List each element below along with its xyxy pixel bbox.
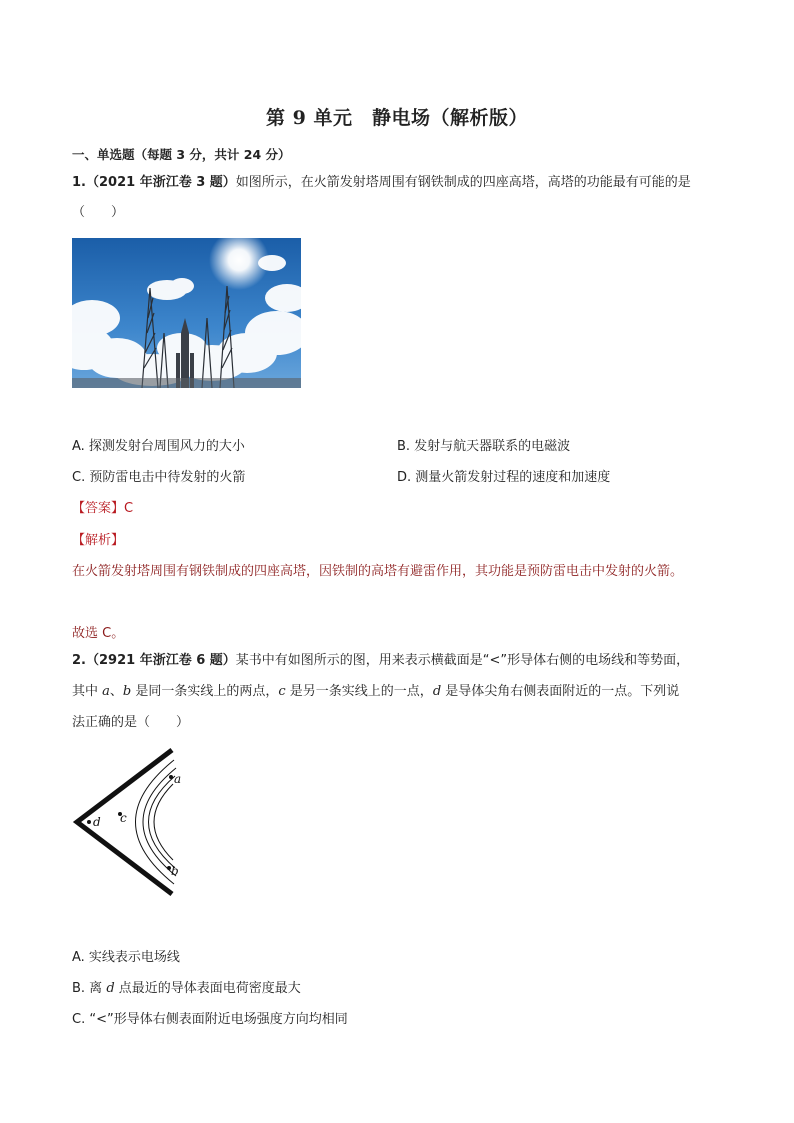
- question-1-source: （2021 年浙江卷 3 题）: [85, 175, 236, 190]
- question-2-number: 2.: [72, 653, 86, 668]
- label-a: a: [174, 772, 182, 786]
- point-a: [169, 775, 173, 779]
- question-2-line-1: [72, 646, 752, 676]
- question-1-stem: 如图所示，在火箭发射塔周围有钢铁制成的四座高塔，高塔的功能最有可能的是: [235, 175, 691, 190]
- q1-option-b[interactable]: B. 发射与航天器联系的电磁波: [397, 439, 571, 454]
- var-d: d: [106, 981, 115, 996]
- rocket-tower-image: [72, 238, 301, 388]
- q1-analysis-label: 【解析】: [72, 533, 125, 548]
- question-2-line-3: 法正确的是（ ）: [72, 715, 190, 730]
- section-heading: 一、单选题（每题 3 分，共计 24 分）: [72, 147, 291, 162]
- q1-option-c[interactable]: C. 预防雷电击中待发射的火箭: [72, 470, 246, 485]
- question-2-stem-1: 某书中有如图所示的图，用来表示横截面是“<”形导体右侧的电场线和等势面，: [235, 653, 690, 668]
- q1-answer: 【答案】C: [72, 501, 134, 516]
- q1-option-d[interactable]: D. 测量火箭发射过程的速度和加速度: [397, 470, 611, 485]
- question-2-source: （2921 年浙江卷 6 题）: [85, 653, 236, 668]
- stem-fragment: 、: [109, 684, 123, 699]
- q1-option-a[interactable]: A. 探测发射台周围风力的大小: [72, 439, 245, 454]
- q2-option-a[interactable]: A. 实线表示电场线: [72, 950, 180, 965]
- stem-fragment: 其中: [72, 684, 103, 699]
- q2-option-c[interactable]: C. “<”形导体右侧表面附近电场强度方向均相同: [72, 1012, 348, 1027]
- q1-conclusion: 故选 C。: [72, 626, 125, 641]
- rocket-launch-photo: [72, 238, 301, 388]
- q2-option-b[interactable]: [72, 977, 301, 996]
- var-d: d: [432, 684, 442, 699]
- point-d: [87, 820, 91, 824]
- field-lines-diagram: [72, 748, 212, 898]
- var-c: c: [278, 684, 286, 699]
- var-a: a: [102, 684, 110, 699]
- option-fragment: 点最近的导体表面电荷密度最大: [114, 981, 301, 996]
- question-1-number: 1.: [72, 175, 86, 190]
- label-c: c: [120, 811, 127, 825]
- stem-fragment: 是导体尖角右侧表面附近的一点。下列说: [441, 684, 680, 699]
- question-2-line-2: [72, 677, 752, 707]
- label-d: d: [93, 815, 101, 829]
- q1-analysis-text: 在火箭发射塔周围有钢铁制成的四座高塔，因铁制的高塔有避雷作用，其功能是预防雷电击中发射的火箭。: [72, 564, 684, 579]
- stem-fragment: 是另一条实线上的一点，: [285, 684, 433, 699]
- stem-fragment: 是同一条实线上的两点，: [131, 684, 279, 699]
- question-1-blank: （ ）: [72, 205, 125, 220]
- label-b: b: [171, 864, 179, 878]
- conductor-field-svg: [72, 748, 212, 898]
- question-1-text: [72, 168, 732, 198]
- option-fragment: B. 离: [72, 981, 107, 996]
- var-b: b: [122, 684, 132, 699]
- page-title: 第 9 单元 静电场（解析版）: [266, 107, 528, 129]
